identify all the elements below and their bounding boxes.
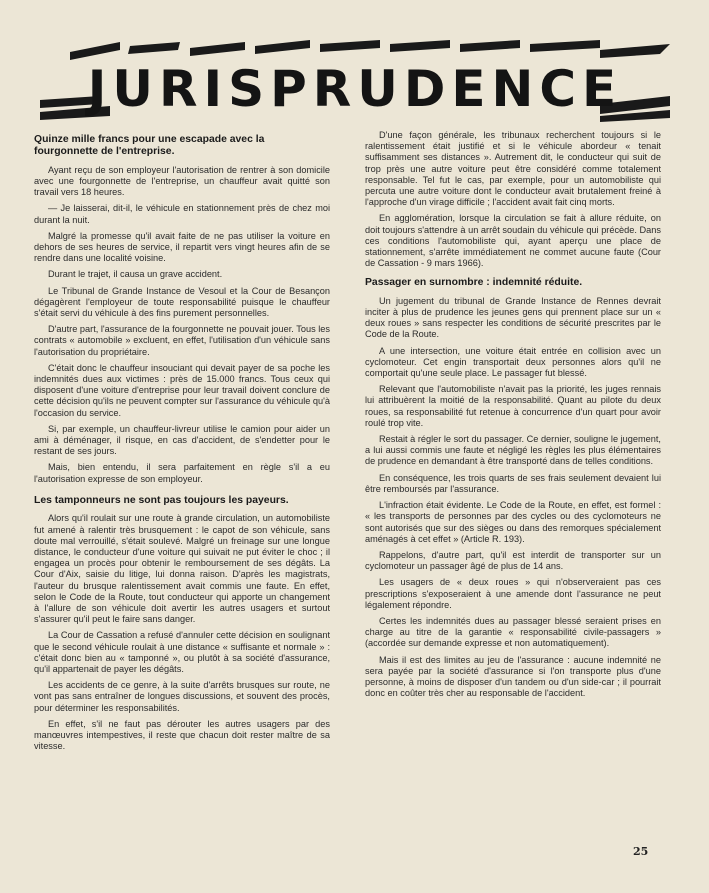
paragraph: Un jugement du tribunal de Grande Instance de Rennes devrait inciter à plus de prudence les jeunes gens qui prennent place sur un « deux roues » sans respecter les conditions de sécurité prescrites par le Code de la Route.	[365, 295, 661, 340]
paragraph: A une intersection, une voiture était entrée en collision avec un cyclomoteur. Cet engin transportait deux personnes alors qu'il ne comportait qu'une seule place. Le passager fut blessé.	[365, 345, 661, 379]
paragraph: Restait à régler le sort du passager. Ce dernier, souligne le jugement, a lui aussi commis une faute et négligé les règles les plus élémentaires de prudence en demandant à être transporté dans de telles conditions.	[365, 434, 661, 467]
right-column	[365, 130, 661, 704]
paragraph: D'une façon générale, les tribunaux recherchent toujours si le ralentissement était justifié et si le véhicule abordeur « tenait suffisamment ses distances ». Autrement dit, le conducteur qui suit de trop près une autre voiture peut être considéré comme totalement responsable. Tel fut le cas, par exemple, pour un automobiliste qui percuta une autre voiture dont le conducteur avait brutalement freiné à l'approche d'un virage difficile ; l'accident avait fait cinq morts.	[365, 130, 661, 208]
paragraph: L'infraction était évidente. Le Code de la Route, en effet, est formel : « les transports de personnes par des cycles ou des cyclomoteurs ne sont autorisés que sur des sièges ou dans des remorques spécialement aménagés à cet effet » (Article R. 193).	[365, 500, 661, 544]
jurisprudence-banner-graphic	[40, 40, 670, 122]
paragraph: Certes les indemnités dues au passager blessé seraient prises en charge au titre de la garantie « responsabilité civile-passagers » (accordée sur demande expresse et non automatiquement).	[365, 615, 661, 649]
paragraph: En conséquence, les trois quarts de ses frais seulement devaient lui être remboursés par l'assurance.	[365, 472, 661, 494]
paragraph: Mais, bien entendu, il sera parfaitement en règle s'il a eu l'autorisation expresse de son employeur.	[34, 462, 330, 484]
paragraph: Alors qu'il roulait sur une route à grande circulation, un automobiliste fut amené à ralentir très brusquement : le capot de son véhicule, sans doute mal verrouillé, s'était soulevé. Malgré un freinage sur une longue distance, le conducteur d'une voiture qui suivait ne put éviter le choc ; il engagea un procès pour obtenir le remboursement de ses dégâts. La Cour d'Aix, saisie du litige, lui donna raison. D'après les magistrats, l'auteur du brusque ralentissement avait commis une faute. En effet, selon le Code de la Route, tout conducteur qui apporte un changement à l'allure de son véhicule doit avertir les autres usagers et surtout s'assurer qu'il peut le faire sans danger.	[34, 513, 330, 625]
paragraph: Rappelons, d'autre part, qu'il est interdit de transporter sur un cyclomoteur un passager âgé de plus de 14 ans.	[365, 549, 661, 572]
paragraph: D'autre part, l'assurance de la fourgonnette ne pouvait jouer. Tous les contrats « automobile » excluent, en effet, l'utilisation d'un véhicule sans l'autorisation du propriétaire.	[34, 324, 330, 357]
paragraph: En effet, s'il ne faut pas dérouter les autres usagers par des manœuvres intempestives, il reste que chacun doit rester maître de sa vitesse.	[34, 718, 330, 752]
section-heading: Les tamponneurs ne sont pas toujours les payeurs.	[34, 494, 289, 506]
left-column	[34, 130, 330, 757]
paragraph: Malgré la promesse qu'il avait faite de ne pas utiliser la voiture en dehors de ses heures de service, il repartit vers vingt heures afin de se rendre dans une localité voisine.	[34, 230, 330, 264]
paragraph: Les accidents de ce genre, à la suite d'arrêts brusques sur route, ne vont pas sans entraîner de longues discussions, et souvent des procès, pour déterminer les responsabilités.	[34, 680, 330, 713]
paragraph: La Cour de Cassation a refusé d'annuler cette décision en soulignant que le second véhicule roulait à une distance « suffisante et normale » : c'était donc bien au « tamponné », ou plutôt à sa société d'assurance, qu'il appartenait de payer les dégâts.	[34, 630, 330, 674]
paragraph: Le Tribunal de Grande Instance de Vesoul et la Cour de Besançon dégagèrent l'employeur de toute responsabilité puisque le chauffeur s'était servi du véhicule à des fins purement personnelles.	[34, 285, 330, 319]
paragraph: C'était donc le chauffeur insouciant qui devait payer de sa poche les indemnités dues aux victimes : près de 15.000 francs. Tous ceux qui disposent d'une voiture d'entreprise pour leur travail doivent conclure de cette décision qu'ils ne peuvent compter sur l'assurance du véhicule qu'à l'occasion du service.	[34, 362, 330, 418]
paragraph: Les usagers de « deux roues » qui n'observeraient pas ces prescriptions s'exposeraient à une amende dont l'assurance ne peut légalement répondre.	[365, 577, 661, 610]
page-number: 25	[633, 845, 649, 858]
header-banner	[40, 40, 670, 122]
paragraph: Durant le trajet, il causa un grave accident.	[48, 269, 223, 280]
paragraph: En agglomération, lorsque la circulation se fait à allure réduite, on doit toujours s'attendre à un arrêt soudain du véhicule qui précède. Dans ces conditions l'automobiliste qui, ayant aperçu une place de stationnement, s'arrête immédiatement ne commet aucune faute (Cour de Cassation - 9 mars 1966).	[365, 213, 661, 269]
paragraph: Si, par exemple, un chauffeur-livreur utilise le camion pour aider un ami à déménager, il risque, en cas d'accident, de s'endetter pour le restant de ses jours.	[34, 423, 330, 457]
paragraph: — Je laisserai, dit-il, le véhicule en stationnement près de chez moi durant la nuit.	[34, 203, 330, 225]
page-title: JURISPRUDENCE	[87, 60, 623, 118]
paragraph: Relevant que l'automobiliste n'avait pas la priorité, les juges rennais lui attribuèrent la moitié de la responsabilité. Quant au pilote du deux roues, sa responsabilité fut retenue à concurrence d'un quart pour avoir roulé trop vite.	[365, 384, 661, 428]
paragraph: Mais il est des limites au jeu de l'assurance : aucune indemnité ne sera payée par la société d'assurance si l'on transporte plus d'une personne, à moins de disposer d'un tandem ou d'un side-car ; il pourrait donc en coûter très cher au responsable de l'accident.	[365, 654, 661, 699]
paragraph: Ayant reçu de son employeur l'autorisation de rentrer à son domicile avec une fourgonnette de l'entreprise, un chauffeur avait quitté son travail vers 18 heures.	[34, 164, 330, 198]
section-heading: Passager en surnombre : indemnité réduite.	[365, 277, 583, 289]
section-heading: Quinze mille francs pour une escapade avec la fourgonnette de l'entreprise.	[34, 134, 265, 158]
